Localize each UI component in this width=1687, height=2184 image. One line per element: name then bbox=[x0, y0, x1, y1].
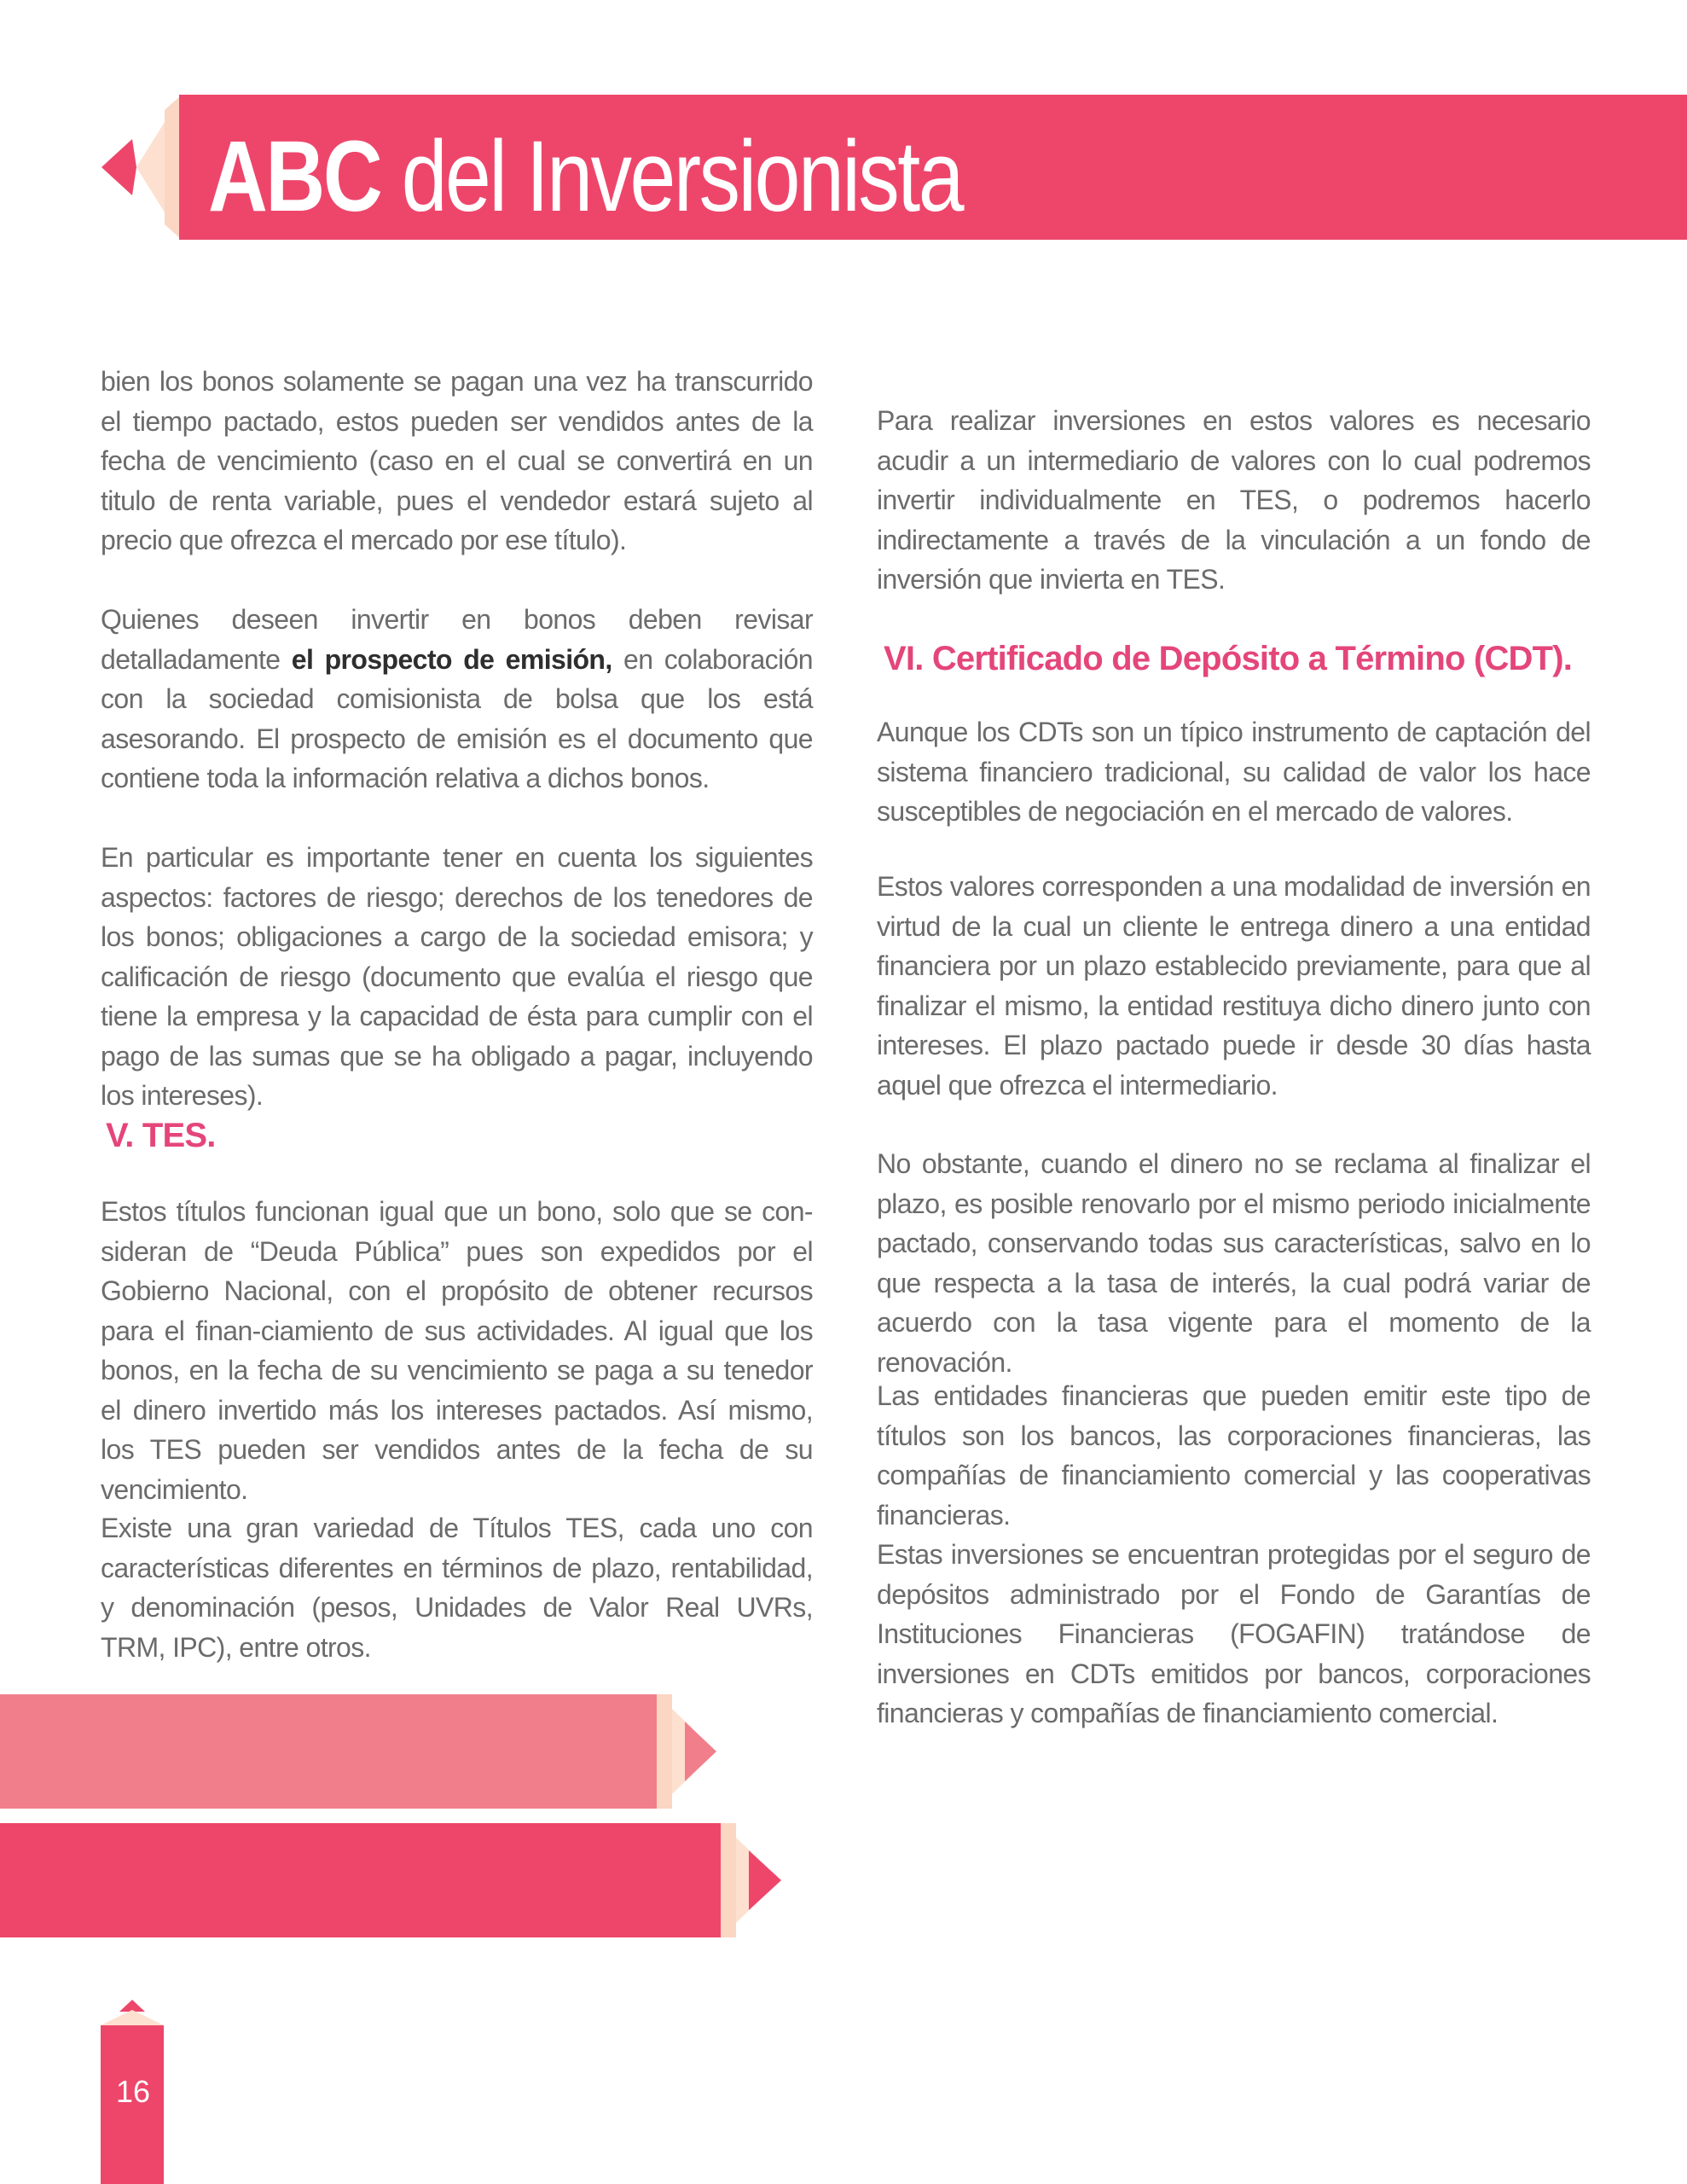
emphasis-text: el prospecto de emisión, bbox=[291, 643, 612, 675]
paragraph: Estos títulos funcionan igual que un bono, solo que se con-sideran de “Deuda Pública” pues son expedidos por el Gobierno Nacional, con el propósito de obtener recursos para el finan-ciamiento de sus actividades. Al igual que los bonos, en la fecha de su vencimiento se paga a su tenedor el dinero invertido más los intereses pactados. Así mismo, los TES pueden ser vendidos antes de la fecha de su vencimiento. bbox=[101, 1196, 813, 1505]
paragraph: Para realizar inversiones en estos valores es necesario acudir a un intermediario de valores con lo cual podremos invertir individualmente en TES, o podremos hacerlo indirectamente a través de la vinculación a un fondo de inversión que invierta en TES. bbox=[877, 405, 1591, 595]
header-pencil-tip bbox=[98, 95, 182, 240]
section-heading-tes: V. TES. bbox=[106, 1117, 216, 1154]
paragraph-text: Quienes deseen invertir en bonos deben revisar detalladamente bbox=[101, 604, 813, 675]
title-light: del Inversionista bbox=[401, 120, 963, 233]
paragraph bbox=[101, 600, 813, 799]
paragraph: Estas inversiones se encuentran protegidas por el seguro de depósitos administrado por el Fondo de Garantías de Instituciones Financieras (FOGAFIN) tratándose de inversiones en CDTs emitidos por bancos, corporaciones financieras y compañías de financiamiento comercial. bbox=[877, 1539, 1591, 1728]
page-title bbox=[208, 121, 962, 232]
paragraph: Aunque los CDTs son un típico instrumento de captación del sistema financiero tradicional, su calidad de valor los hace susceptibles de negociación en el mercado de valores. bbox=[877, 717, 1591, 827]
paragraph: Existe una gran variedad de Títulos TES, cada uno con características diferentes en términos de plazo, rentabilidad, y denominación (pesos, Unidades de Valor Real UVRs, TRM, IPC), entre otros. bbox=[101, 1513, 813, 1663]
paragraph: No obstante, cuando el dinero no se reclama al finalizar el plazo, es posible renovarlo por el mismo periodo inicialmente pactado, conservando todas sus características, salvo en lo que respecta a la tasa de interés, la cual podrá variar de acuerdo con la tasa vigente para el momento de la renovación. bbox=[877, 1148, 1591, 1378]
pencil-decoration-light bbox=[0, 1694, 721, 1809]
paragraph: bien los bonos solamente se pagan una vez ha transcurrido el tiempo pactado, estos pueden ser vendidos antes de la fecha de vencimiento (caso en el cual se convertirá en un titulo de renta variable, pues el vendedor estará sujeto al precio que ofrezca el mercado por ese título). bbox=[101, 366, 813, 555]
page-number: 16 bbox=[116, 2074, 151, 2109]
title-bold: ABC bbox=[208, 120, 381, 233]
paragraph-text: en colaboración con la sociedad comisionista de bolsa que los está asesorando. El prospecto de emisión es el documento que contiene toda la información relativa a dichos bonos. bbox=[101, 643, 813, 793]
paragraph: Las entidades financieras que pueden emitir este tipo de títulos son los bancos, las corporaciones financieras, las compañías de financiamiento comercial y las cooperativas financieras. bbox=[877, 1380, 1591, 1531]
section-heading-cdt: VI. Certificado de Depósito a Término (CDT). bbox=[884, 640, 1573, 677]
paragraph: En particular es importante tener en cuenta los siguientes aspectos: factores de riesgo; derechos de los tenedores de los bonos; obligaciones a cargo de la sociedad emisora; y calificación de riesgo (documento que evalúa el riesgo que tiene la empresa y la capacidad de ésta para cumplir con el pago de las sumas que se ha obligado a pagar, incluyendo los intereses). bbox=[101, 842, 813, 1111]
paragraph: Estos valores corresponden a una modalidad de inversión en virtud de la cual un cliente le entrega dinero a una entidad financiera por un plazo establecido previamente, para que al finalizar el mismo, la entidad restituya dicho dinero junto con intereses. El plazo pactado puede ir desde 30 días hasta aquel que ofrezca el intermediario. bbox=[877, 871, 1591, 1101]
pencil-decoration-dark bbox=[0, 1823, 785, 1937]
